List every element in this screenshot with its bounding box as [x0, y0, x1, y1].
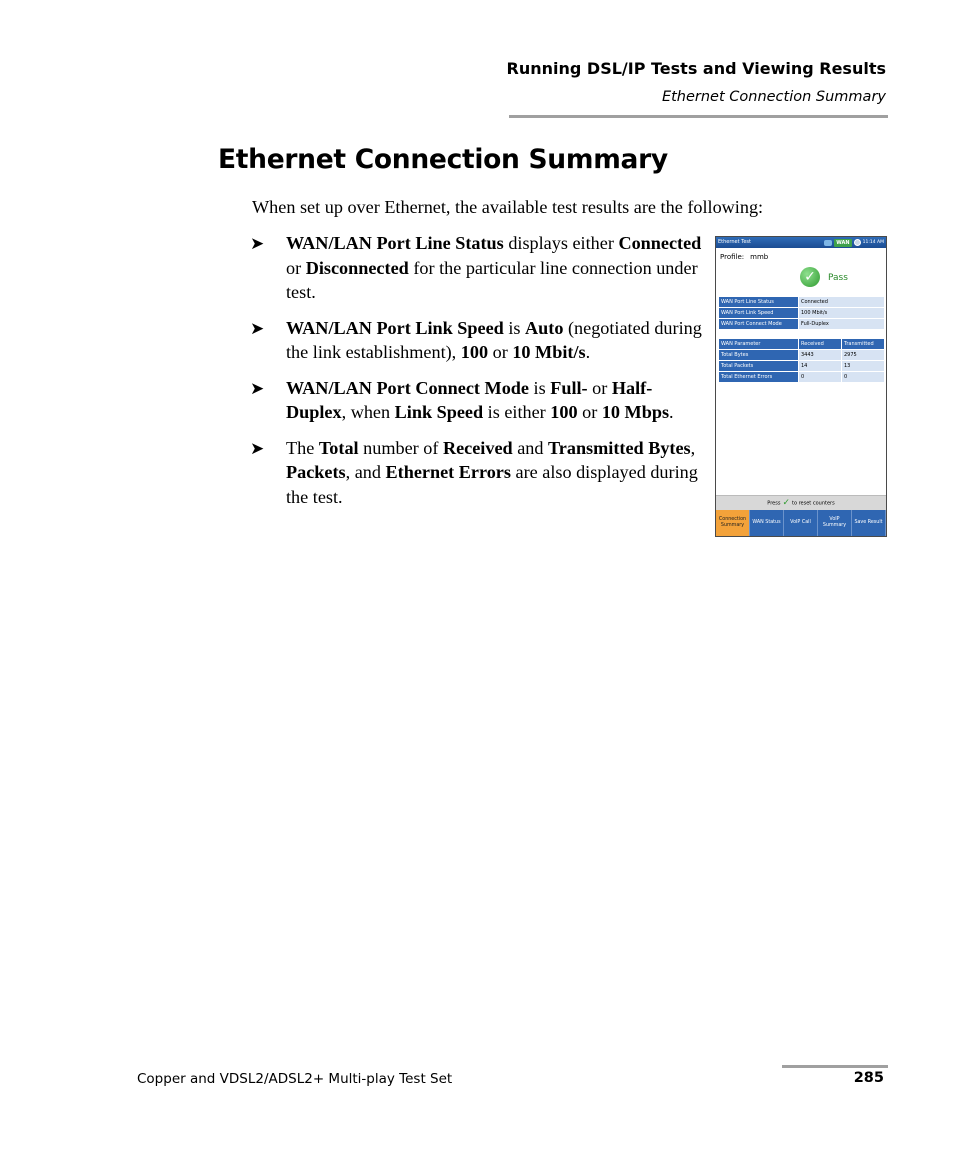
section-title: Ethernet Connection Summary [661, 89, 886, 105]
device-screenshot [715, 236, 887, 537]
reset-counters-hint [716, 495, 886, 510]
wan-badge: WAN [836, 239, 850, 246]
status-value: Connected [799, 297, 885, 308]
stats-label: Total Packets [719, 361, 799, 372]
bullet-text: is either [483, 402, 551, 422]
status-label: WAN Port Line Status [719, 297, 799, 308]
stats-row [719, 361, 885, 372]
bullet-arrow-icon: ➤ [250, 234, 265, 253]
stats-received: 14 [799, 361, 842, 372]
bold-term: 10 Mbit/s [512, 342, 586, 362]
footer-rule [782, 1065, 888, 1068]
bullet-arrow-icon: ➤ [250, 438, 265, 458]
header-rule [509, 115, 888, 118]
device-window-title: Ethernet Test [718, 239, 751, 245]
bullet-text: . [585, 342, 591, 362]
bold-term: Received [442, 437, 513, 458]
bold-term: Auto [525, 317, 564, 338]
bold-term: Link Speed [394, 402, 484, 422]
stats-row [719, 350, 885, 361]
stats-header-param: WAN Parameter [719, 339, 799, 350]
intro-paragraph: When set up over Ethernet, the available test results are the following: [252, 197, 764, 217]
device-titlebar [716, 237, 886, 248]
bullet-text: or [488, 342, 513, 362]
check-icon: ✓ [782, 498, 790, 508]
stats-label: Total Bytes [719, 350, 799, 361]
bold-term: Half-Duplex [286, 377, 653, 422]
bullet-text: are also displayed during the test. [286, 462, 698, 507]
bullet-text: is [528, 377, 551, 398]
stats-received: 3443 [799, 350, 842, 361]
network-icon [854, 239, 861, 246]
device-tab[interactable]: VoIP Summary [818, 510, 852, 536]
footer-product: Copper and VDSL2/ADSL2+ Multi-play Test Set [137, 1071, 453, 1087]
bullet-text: is [503, 317, 526, 338]
bullet-text: displays either [503, 233, 619, 253]
bullet-text: and [512, 437, 548, 458]
bold-term: WAN/LAN Port Connect Mode [286, 377, 529, 398]
stats-transmitted: 2975 [842, 350, 885, 361]
page-title: Ethernet Connection Summary [218, 144, 668, 175]
bullet-text: number of [358, 437, 443, 458]
press-text: Press [767, 500, 781, 507]
bullet-text: for the particular line connection under test. [286, 257, 698, 302]
bullet-arrow-icon: ➤ [250, 378, 265, 398]
phone-icon [824, 240, 832, 246]
bullet-text: (negotiated during the link establishment), [286, 317, 702, 362]
bullet-text: The [286, 437, 319, 458]
stats-received: 0 [799, 372, 842, 383]
bold-term: 10 Mbps [601, 402, 670, 422]
bullet-text: or [286, 257, 306, 278]
bold-term: WAN/LAN Port Line Status [286, 233, 504, 253]
status-row [719, 308, 885, 319]
bullet-item [250, 376, 710, 425]
pass-check-icon: ✓ [800, 267, 820, 287]
stats-transmitted: 13 [842, 361, 885, 372]
bold-term: Ethernet Errors [385, 462, 511, 482]
stats-label: Total Ethernet Errors [719, 372, 799, 383]
reset-text: to reset counters [792, 500, 835, 507]
device-tab[interactable]: WAN Status [750, 510, 784, 536]
bold-term: Disconnected [305, 257, 409, 278]
status-row [719, 297, 885, 308]
bold-term: Connected [618, 233, 702, 253]
bullet-text: or [577, 402, 602, 422]
status-label: WAN Port Connect Mode [719, 319, 799, 330]
status-value: Full-Duplex [799, 319, 885, 330]
result-label: Pass [828, 273, 848, 283]
stats-table [718, 338, 885, 383]
bullet-text: or [587, 377, 612, 398]
profile-label: Profile: [720, 253, 745, 261]
stats-header-received: Received [799, 339, 842, 350]
device-tab-bar [716, 510, 886, 536]
bold-term: Transmitted Bytes [548, 437, 691, 458]
bullet-text: . [669, 402, 674, 422]
bold-term: 100 [460, 342, 489, 362]
page-number: 285 [853, 1070, 884, 1086]
bullet-item [250, 231, 710, 305]
stats-header-transmitted: Transmitted [842, 339, 885, 350]
bold-term: WAN/LAN Port Link Speed [286, 317, 504, 338]
bold-term: Total [318, 437, 359, 458]
device-clock: 11:14 AM [862, 240, 884, 245]
running-header [507, 58, 886, 108]
bullet-item [250, 316, 710, 365]
device-tab[interactable]: VoIP Call [784, 510, 818, 536]
status-label: WAN Port Link Speed [719, 308, 799, 319]
bold-term: Packets [286, 462, 346, 482]
status-table [718, 296, 885, 330]
bold-term: Full- [550, 377, 588, 398]
device-tab[interactable]: Save Result [852, 510, 886, 536]
bold-term: 100 [550, 402, 578, 422]
stats-header-row [719, 339, 885, 350]
profile-row [720, 253, 768, 261]
bullet-arrow-icon: ➤ [250, 318, 265, 338]
status-value: 100 Mbit/s [799, 308, 885, 319]
stats-transmitted: 0 [842, 372, 885, 383]
status-row [719, 319, 885, 330]
bullet-text: , and [345, 462, 386, 482]
bullet-list [250, 231, 710, 520]
bullet-item [250, 436, 710, 510]
chapter-title: Running DSL/IP Tests and Viewing Results [506, 59, 886, 78]
bullet-text: , [690, 437, 696, 458]
bullet-text: , when [341, 402, 395, 422]
stats-row [719, 372, 885, 383]
profile-value: mmb [750, 253, 769, 261]
device-tab[interactable]: Connection Summary [716, 510, 750, 536]
device-status-area [824, 238, 884, 247]
